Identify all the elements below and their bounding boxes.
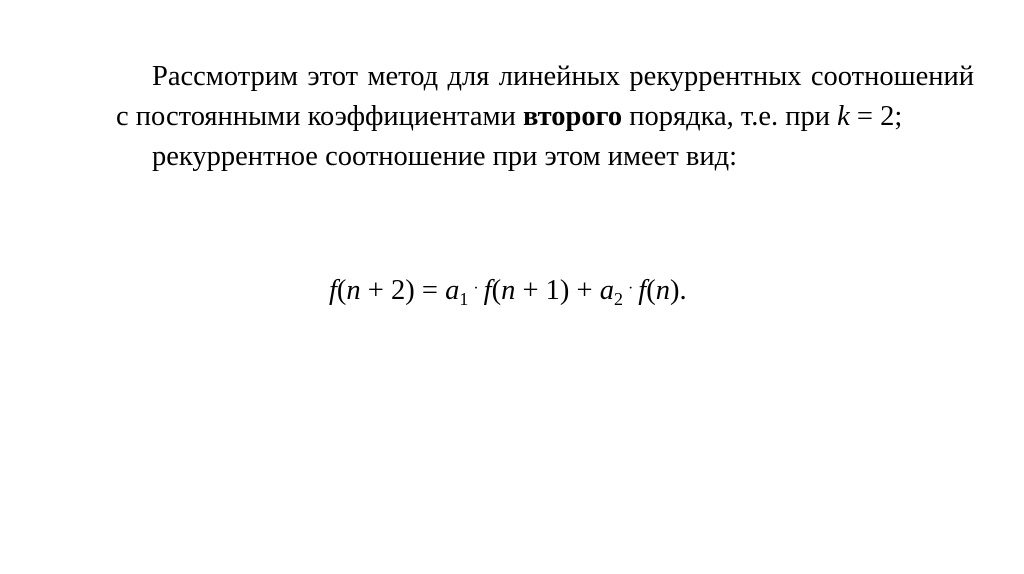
formula-dot-1: · (473, 280, 479, 297)
formula-a-1: a (445, 275, 460, 306)
formula-a-2-subscript: 2 (613, 289, 623, 309)
formula-dot-2: · (627, 280, 634, 297)
recurrence-formula (329, 269, 687, 311)
formula-plus-two: + 2) = (360, 275, 446, 306)
formula-a-1-subscript: 1 (459, 289, 469, 309)
formula-paren-1: ( (336, 275, 347, 306)
formula-f-3: f (638, 275, 647, 306)
formula-plus-one: + 1) + (515, 275, 600, 306)
formula-n-1: n (346, 275, 361, 306)
paragraph-1-text-b: порядка, т.е. при (622, 101, 838, 132)
formula-n-3: n (655, 275, 670, 306)
paragraph-1 (116, 57, 974, 137)
formula-paren-2: ( (491, 275, 502, 306)
paragraph-2-text: рекуррентное соотношение при этом имеет вид: (152, 141, 738, 172)
paragraph-2 (116, 137, 974, 177)
formula-paren-3: ( (646, 275, 656, 306)
formula-a-2: a (599, 275, 614, 306)
formula-n-2: n (501, 275, 516, 306)
formula-f-1: f (329, 275, 337, 306)
text-block (116, 57, 974, 177)
paragraph-1-text-c: = 2; (849, 101, 903, 132)
formula-f-2: f (483, 275, 492, 306)
formula-end: ). (669, 275, 687, 306)
paragraph-1-text-a: Рассмотрим этот метод для линейных рекуррентных соотношений с постоянными коэффициентами (116, 61, 974, 132)
paragraph-1-bold-word: второго (522, 101, 623, 132)
variable-k: k (837, 101, 850, 132)
